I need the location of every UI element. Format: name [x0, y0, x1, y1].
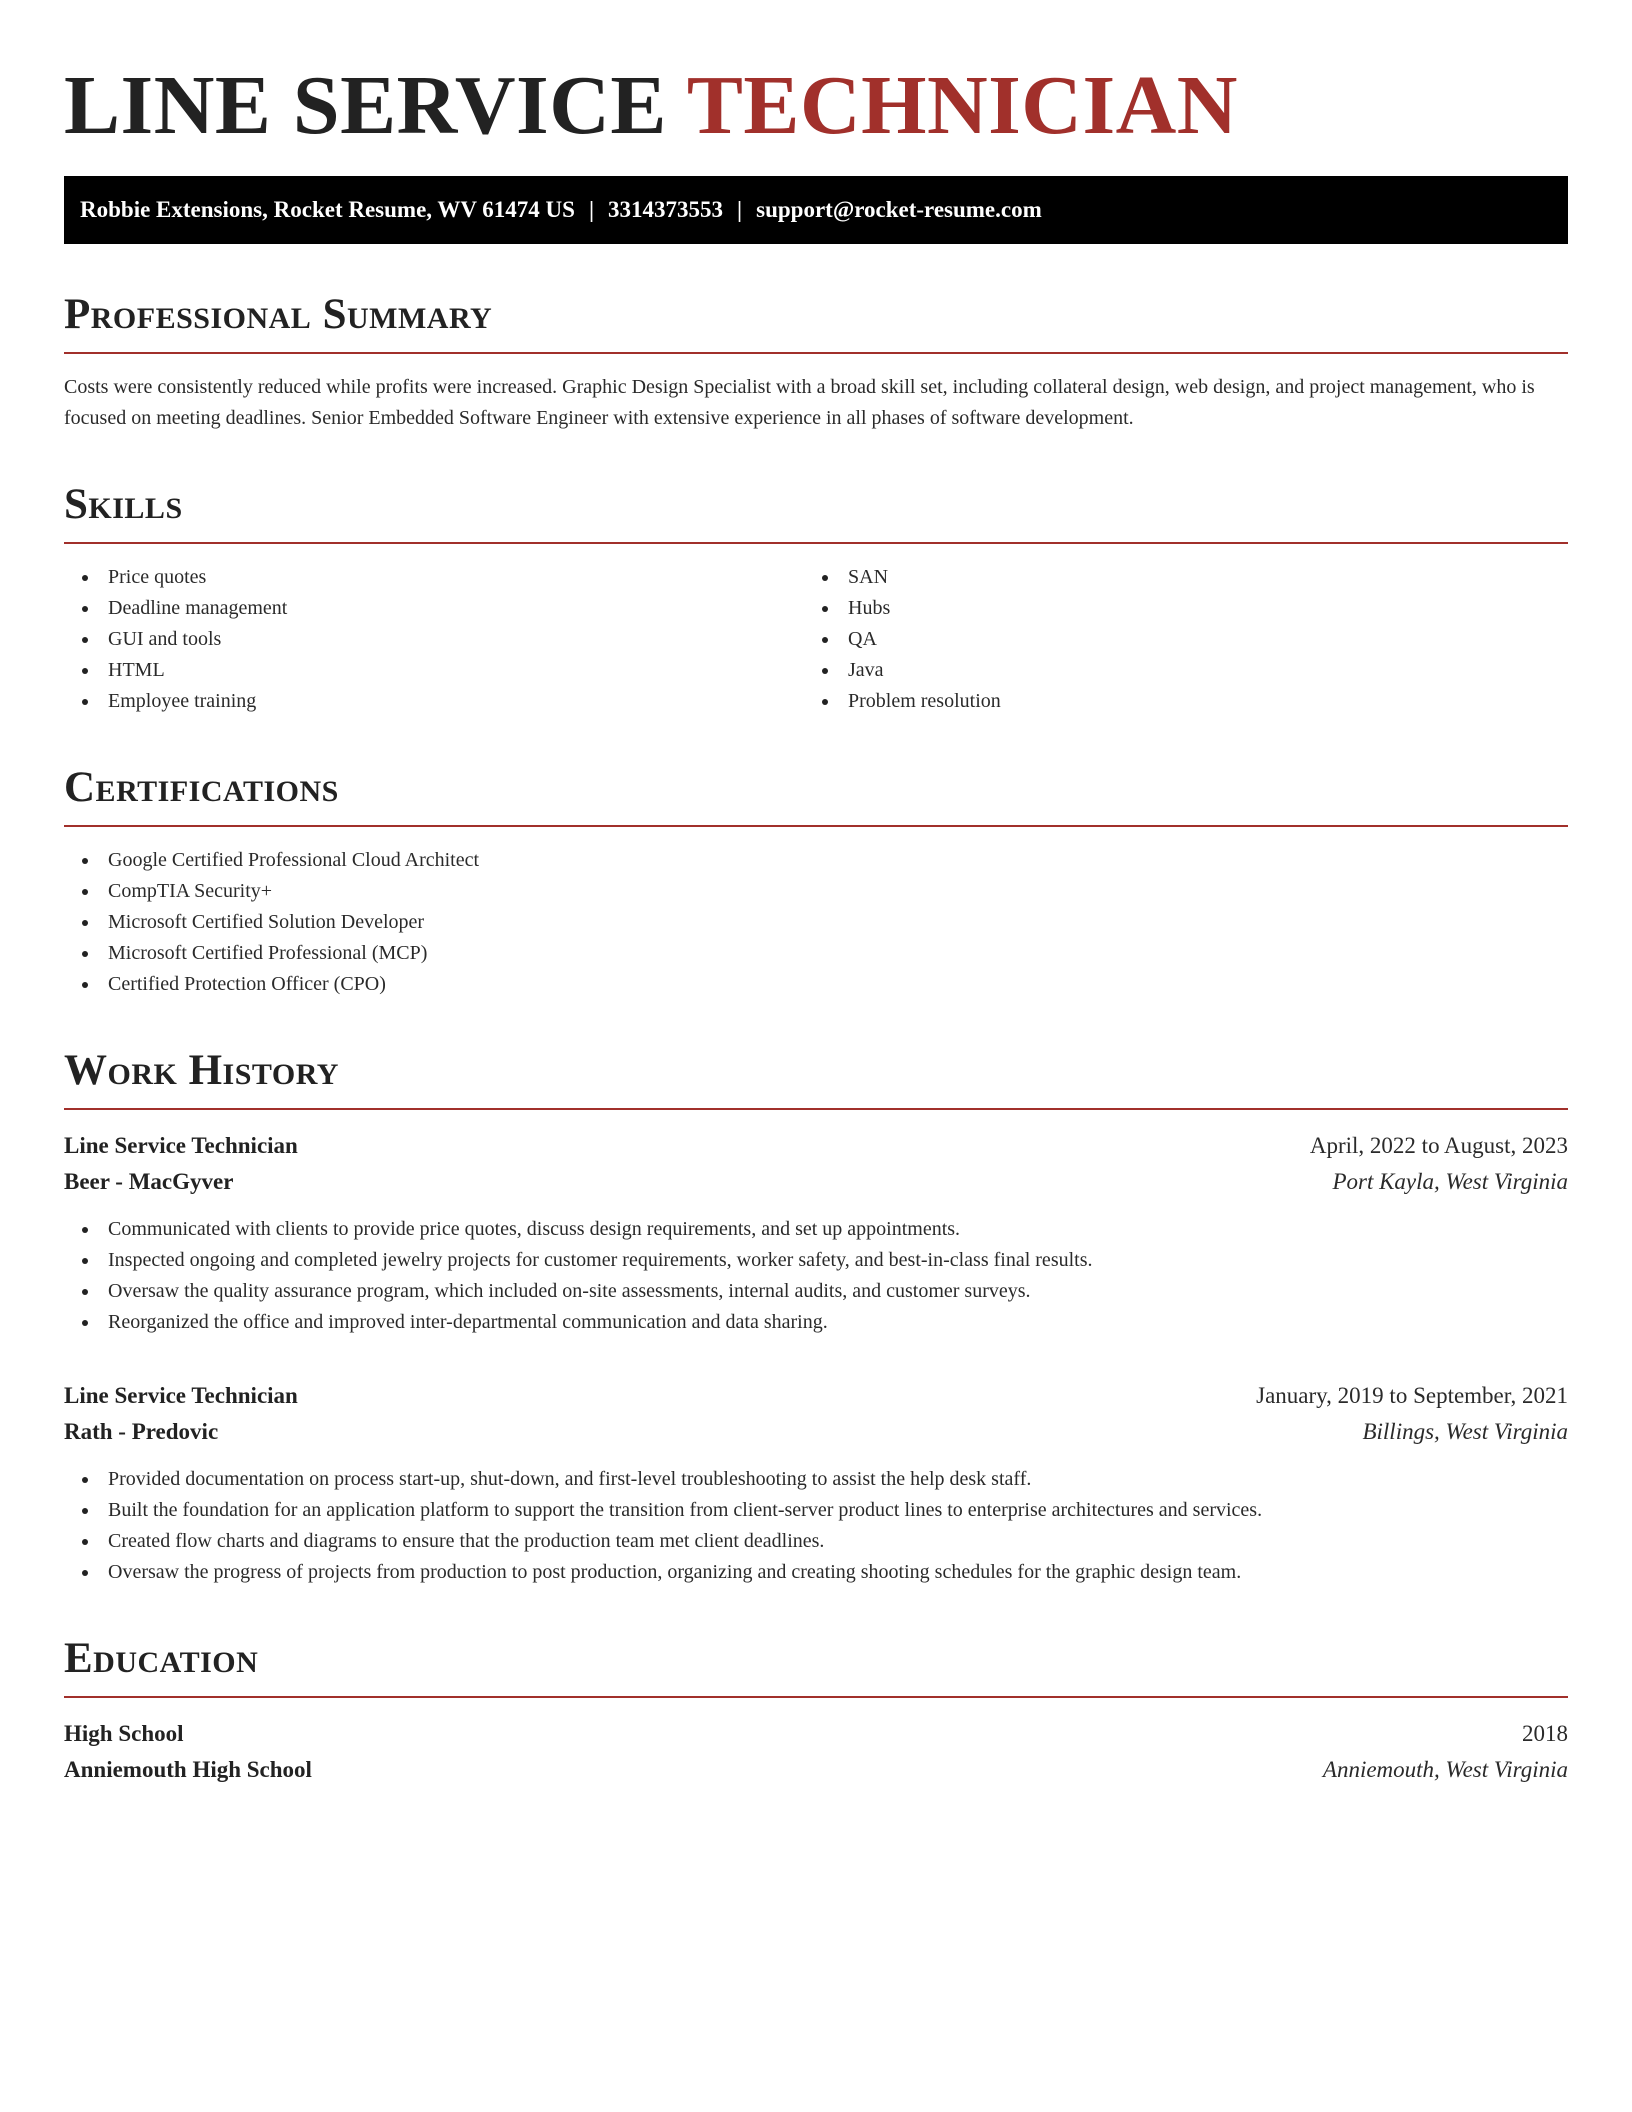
- skills-list-left: [64, 562, 804, 717]
- title-role-primary: LINE SERVICE: [64, 59, 667, 152]
- job-location: Port Kayla, West Virginia: [1332, 1169, 1568, 1194]
- skill-item: Hubs: [804, 593, 1544, 624]
- skill-item: GUI and tools: [64, 624, 804, 655]
- contact-separator: |: [588, 197, 595, 222]
- skill-item: Employee training: [64, 686, 804, 717]
- job-company: Rath - Predovic: [64, 1419, 219, 1444]
- education-heading: Education: [64, 1632, 1568, 1698]
- job-company-row: [64, 1414, 1568, 1450]
- job-duty: Oversaw the quality assurance program, which included on-site assessments, internal audits, and customer surveys.: [64, 1276, 1568, 1307]
- education-location: Anniemouth, West Virginia: [1322, 1757, 1568, 1782]
- job-company: Beer - MacGyver: [64, 1169, 234, 1194]
- resume-title: [64, 56, 1568, 156]
- job-duty: Created flow charts and diagrams to ensure that the production team met client deadlines.: [64, 1526, 1568, 1557]
- certification-item: Certified Protection Officer (CPO): [64, 969, 1568, 1000]
- skill-item: QA: [804, 624, 1544, 655]
- skills-heading: Skills: [64, 478, 1568, 544]
- education-degree: High School: [64, 1721, 184, 1746]
- skills-grid: [64, 562, 1568, 717]
- job-company-row: [64, 1164, 1568, 1200]
- education-degree-row: [64, 1716, 1568, 1752]
- job-duty: Communicated with clients to provide price quotes, discuss design requirements, and set up appointments.: [64, 1214, 1568, 1245]
- skill-item: Deadline management: [64, 593, 804, 624]
- skills-list-right: [804, 562, 1544, 717]
- certifications-list: [64, 845, 1568, 1000]
- job-header-row: [64, 1378, 1568, 1414]
- job-duty: Oversaw the progress of projects from production to post production, organizing and creating shooting schedules for the graphic design team.: [64, 1557, 1568, 1588]
- education-school: Anniemouth High School: [64, 1757, 312, 1782]
- job-entry: [64, 1378, 1568, 1588]
- skill-item: SAN: [804, 562, 1544, 593]
- contact-bar: [64, 176, 1568, 244]
- certification-item: Microsoft Certified Solution Developer: [64, 907, 1568, 938]
- job-duties-list: [64, 1214, 1568, 1338]
- certification-item: Google Certified Professional Cloud Architect: [64, 845, 1568, 876]
- certification-item: CompTIA Security+: [64, 876, 1568, 907]
- job-title: Line Service Technician: [64, 1383, 298, 1408]
- job-duty: Provided documentation on process start-up, shut-down, and first-level troubleshooting to assist the help desk staff.: [64, 1464, 1568, 1495]
- work-history-heading: Work History: [64, 1044, 1568, 1110]
- education-year: 2018: [1522, 1721, 1568, 1746]
- skill-item: Price quotes: [64, 562, 804, 593]
- job-entry: [64, 1128, 1568, 1338]
- contact-phone: 3314373553: [608, 197, 724, 222]
- title-role-accent: TECHNICIAN: [686, 59, 1238, 152]
- certification-item: Microsoft Certified Professional (MCP): [64, 938, 1568, 969]
- skill-item: HTML: [64, 655, 804, 686]
- contact-separator: |: [737, 197, 743, 222]
- certifications-heading: Certifications: [64, 761, 1568, 827]
- job-duty: Built the foundation for an application platform to support the transition from client-server product lines to enterprise architectures and services.: [64, 1495, 1568, 1526]
- job-duty: Inspected ongoing and completed jewelry projects for customer requirements, worker safety, and best-in-class final results.: [64, 1245, 1568, 1276]
- job-duty: Reorganized the office and improved inter-departmental communication and data sharing.: [64, 1307, 1568, 1338]
- education-entry: [64, 1716, 1568, 1788]
- contact-address: Robbie Extensions, Rocket Resume, WV 61474 US: [80, 197, 575, 222]
- contact-email: support@rocket-resume.com: [756, 197, 1042, 222]
- summary-heading: Professional Summary: [64, 288, 1568, 354]
- job-header-row: [64, 1128, 1568, 1164]
- summary-text: Costs were consistently reduced while profits were increased. Graphic Design Specialist with a broad skill set, including collateral design, web design, and project management, who is focused on meeting deadlines. Senior Embedded Software Engineer with extensive experience in all phases of software development.: [64, 376, 1535, 429]
- resume-page: [64, 56, 1568, 1788]
- job-title: Line Service Technician: [64, 1133, 298, 1158]
- education-school-row: [64, 1752, 1568, 1788]
- job-dates: April, 2022 to August, 2023: [1309, 1133, 1568, 1158]
- skill-item: Java: [804, 655, 1544, 686]
- skill-item: Problem resolution: [804, 686, 1544, 717]
- job-location: Billings, West Virginia: [1362, 1419, 1568, 1444]
- job-duties-list: [64, 1464, 1568, 1588]
- job-dates: January, 2019 to September, 2021: [1256, 1383, 1568, 1408]
